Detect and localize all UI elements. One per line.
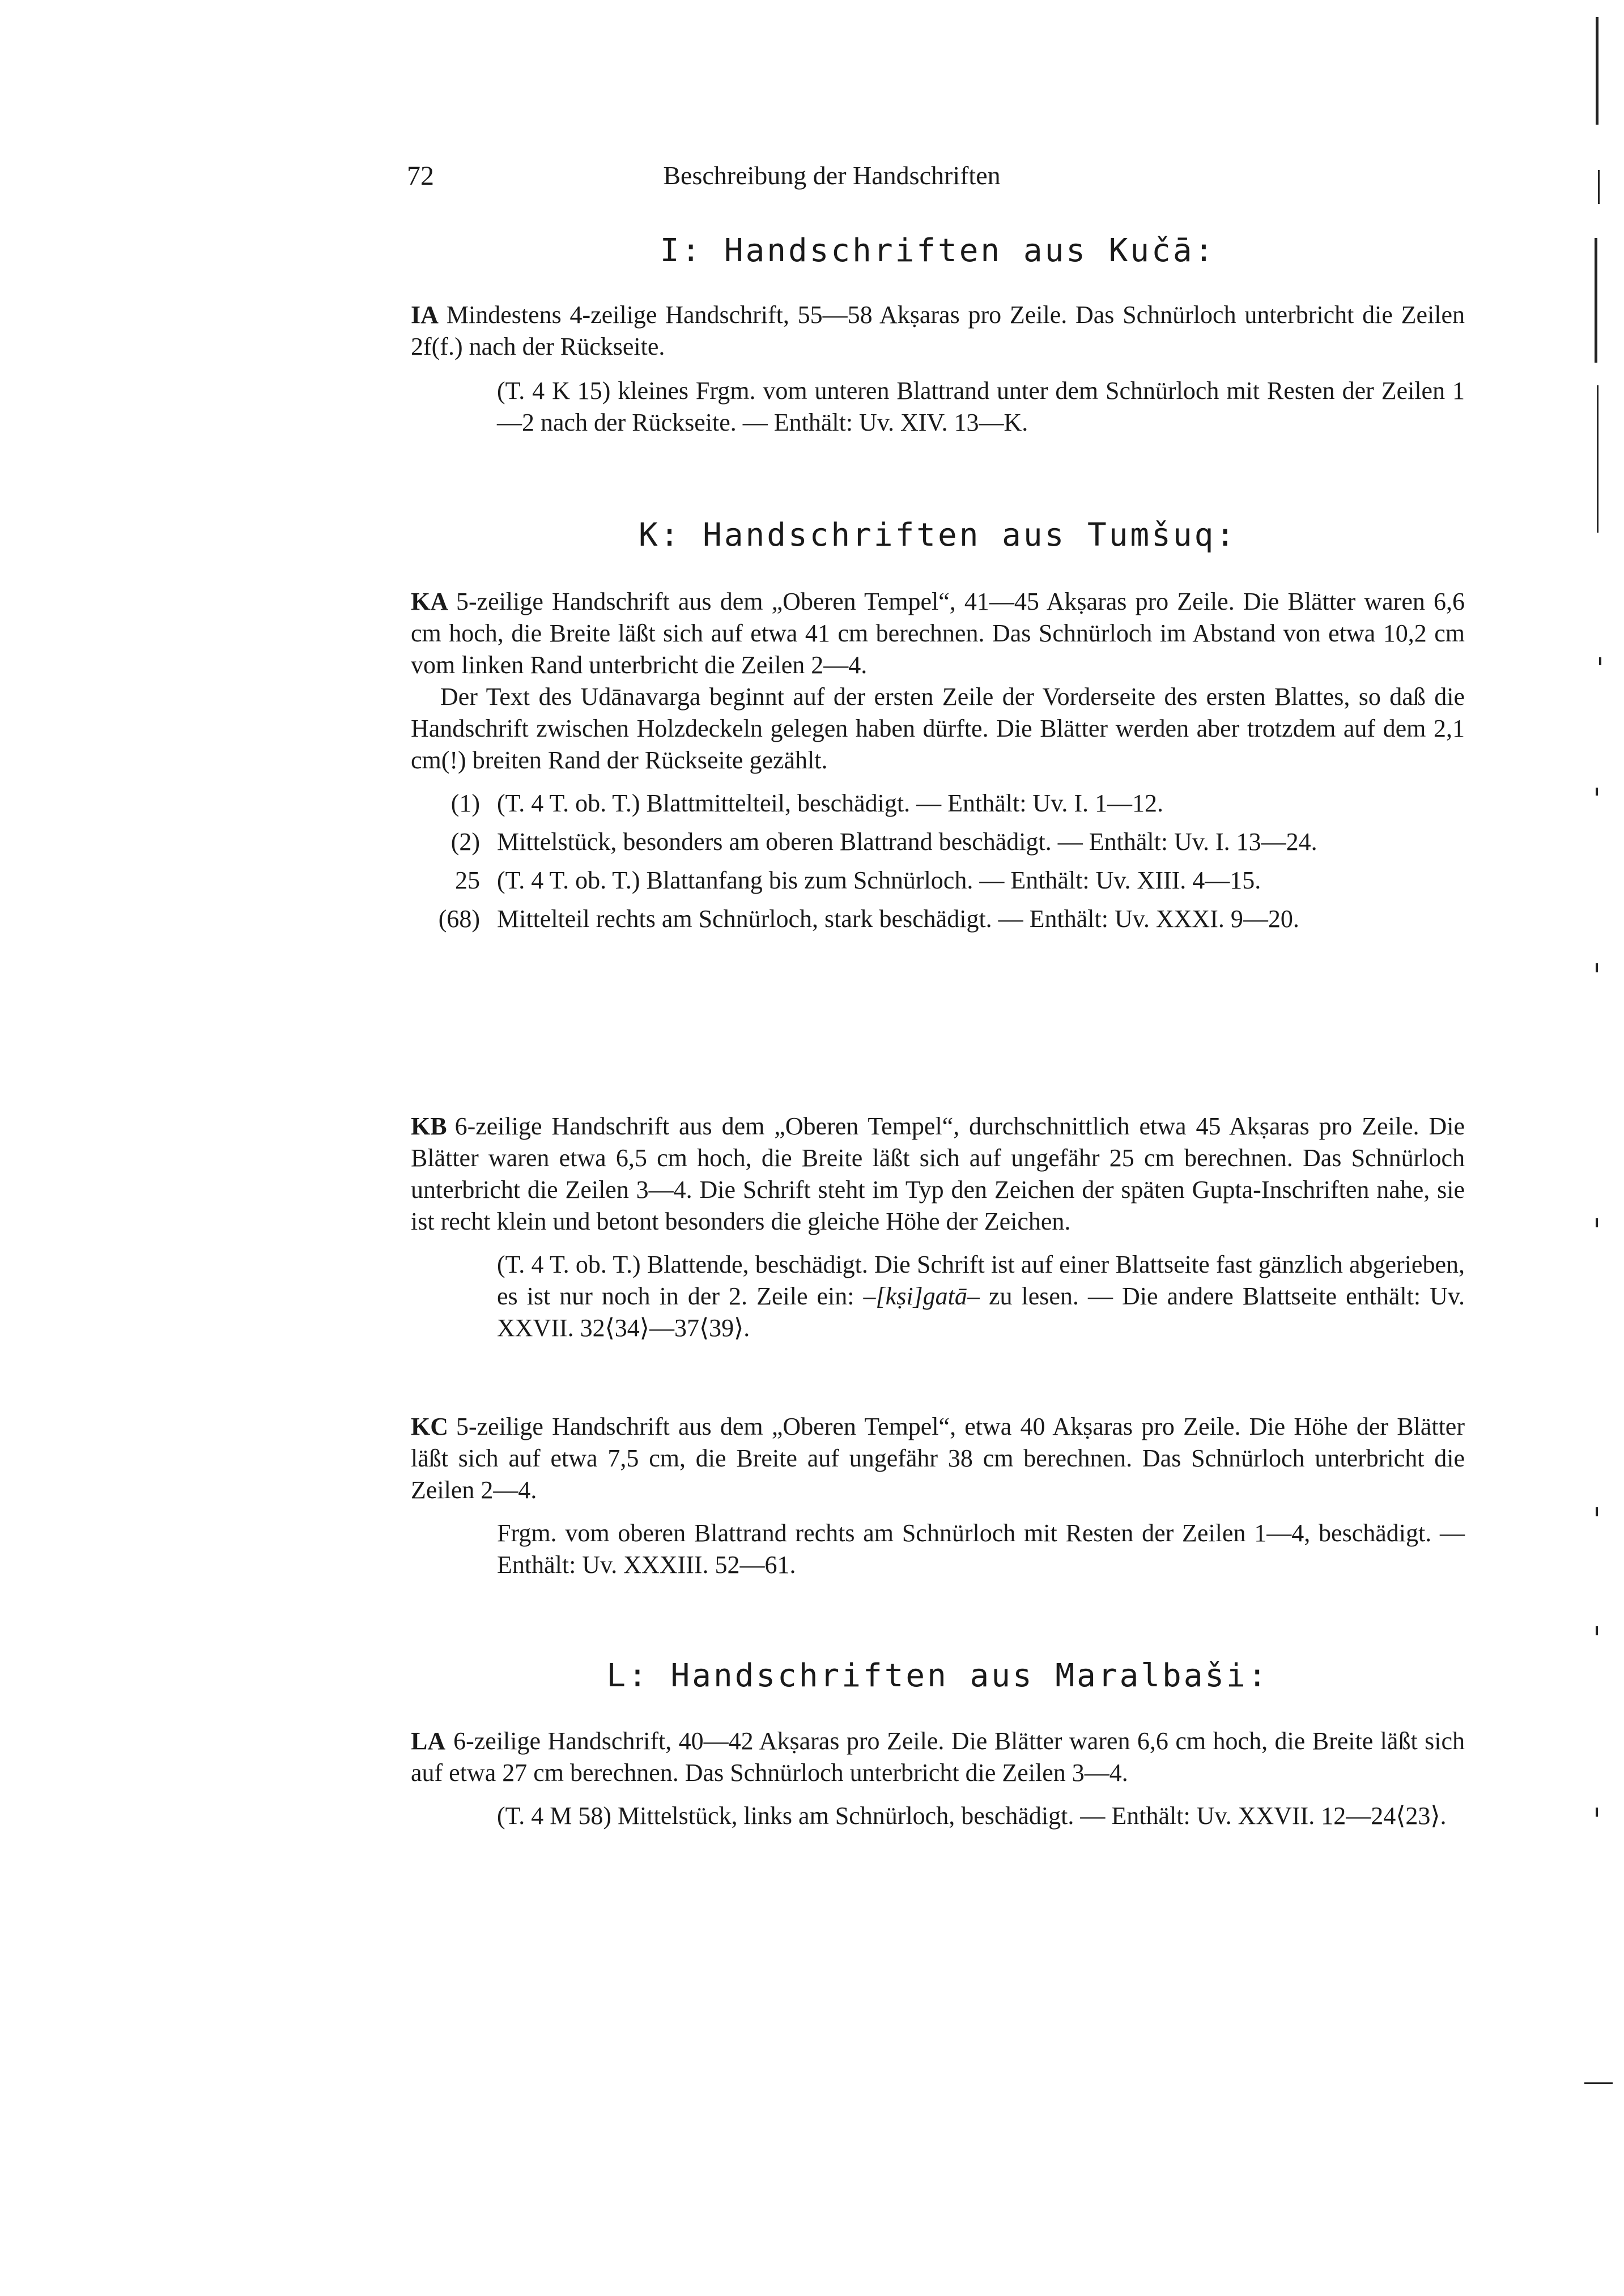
entry-kc <box>411 1411 1465 1581</box>
section-kuca <box>411 232 1465 269</box>
scan-margin-marks <box>1579 0 1624 2296</box>
page-header <box>0 160 1624 200</box>
section-tumsuq <box>411 517 1465 554</box>
section-maralbasi <box>411 1657 1465 1694</box>
fragment-item: (68) Mittelteil rechts am Schnürloch, stark beschädigt. — Enthält: Uv. XXXI. 9—20. <box>411 903 1465 935</box>
entry-kb <box>411 1111 1465 1344</box>
running-title: Beschreibung der Handschriften <box>663 161 1001 190</box>
entry-description: KB 6-zeilige Handschrift aus dem „Oberen Tempel“, durchschnittlich etwa 45 Akṣaras pro Zeile. Die Blätter waren etwa 6,5 cm hoch, die Breite läßt sich auf ungefähr 25 cm berechnen. Das Schnürloch unterbricht die Zeilen 3—4. Die Schrift steht im Typ den Zeichen der späten Gupta-Inschriften nahe, sie ist recht klein und betont besonders die gleiche Höhe der Zeichen. <box>411 1112 1465 1235</box>
fragment-number: 25 <box>455 866 480 894</box>
entry-description: KA 5-zeilige Handschrift aus dem „Oberen Tempel“, 41—45 Akṣaras pro Zeile. Die Blätter waren 6,6 cm hoch, die Breite läßt sich auf etwa 41 cm berechnen. Das Schnürloch im Abstand von etwa 10,2 cm vom linken Rand unterbricht die Zeilen 2—4. <box>411 588 1465 679</box>
section-heading: L: Handschriften aus Maralbaši: <box>606 1657 1269 1694</box>
fragment-item: (2) Mittelstück, besonders am oberen Blattrand beschädigt. — Enthält: Uv. I. 13—24. <box>411 826 1465 858</box>
fragment-number: (2) <box>450 828 480 856</box>
fragment-item: Frgm. vom oberen Blattrand rechts am Schnürloch mit Resten der Zeilen 1—4, beschädigt. — Enthält: Uv. XXXIII. 52—61. <box>497 1519 1465 1579</box>
entry-description-continued: Der Text des Udānavarga beginnt auf der ersten Zeile der Vorderseite des ersten Blattes, so daß die Handschrift zwischen Holzdeckeln gelegen haben dürfte. Die Blätter werden aber trotzdem auf dem 2,1 cm(!) breiten Rand der Rückseite gezählt. <box>411 683 1465 774</box>
fragment-item: (T. 4 M 58) Mittelstück, links am Schnürloch, beschädigt. — Enthält: Uv. XXVII. 12—24⟨23⟩. <box>497 1802 1447 1830</box>
siglum: KC <box>411 1413 448 1440</box>
siglum: KB <box>411 1112 447 1140</box>
fragment-number: (68) <box>438 905 480 933</box>
reading-italic: –[kṣi]gatā– <box>863 1282 980 1310</box>
siglum: IA <box>411 301 439 329</box>
entry-la <box>411 1725 1465 1832</box>
fragment-item: 25 (T. 4 T. ob. T.) Blattanfang bis zum Schnürloch. — Enthält: Uv. XIII. 4—15. <box>411 865 1465 896</box>
fragment-number: (1) <box>450 789 480 817</box>
page-number: 72 <box>407 161 434 191</box>
entry-description: IA Mindestens 4-zeilige Handschrift, 55—58 Akṣaras pro Zeile. Das Schnürloch unterbricht die Zeilen 2f(f.) nach der Rückseite. <box>411 301 1465 360</box>
section-heading: I: Handschriften aus Kučā: <box>660 232 1216 269</box>
fragment-item: (1) (T. 4 T. ob. T.) Blattmittelteil, beschädigt. — Enthält: Uv. I. 1—12. <box>411 788 1465 819</box>
fragment-item: (T. 4 K 15) kleines Frgm. vom unteren Blattrand unter dem Schnürloch mit Resten der Zeilen 1—2 nach der Rückseite. — Enthält: Uv. XIV. 13—K. <box>497 377 1465 436</box>
siglum: KA <box>411 588 448 615</box>
entry-ia <box>411 299 1465 439</box>
section-heading: K: Handschriften aus Tumšuq: <box>638 517 1237 554</box>
entry-description: KC 5-zeilige Handschrift aus dem „Oberen Tempel“, etwa 40 Akṣaras pro Zeile. Die Höhe der Blätter läßt sich auf etwa 7,5 cm, die Breite auf ungefähr 38 cm berechnen. Das Schnürloch unterbricht die Zeilen 2—4. <box>411 1413 1465 1504</box>
entry-description: LA 6-zeilige Handschrift, 40—42 Akṣaras pro Zeile. Die Blätter waren 6,6 cm hoch, die Breite läßt sich auf etwa 27 cm berechnen. Das Schnürloch unterbricht die Zeilen 3—4. <box>411 1727 1465 1787</box>
fragment-item: (T. 4 T. ob. T.) Blattende, beschädigt. Die Schrift ist auf einer Blattseite fast gänzlich abgerieben, es ist nur noch in der 2. Zeile ein: –[kṣi]gatā– zu lesen. — Die andere Blattseite enthält: Uv. XXVII. 32⟨34⟩—37⟨39⟩. <box>497 1251 1465 1342</box>
siglum: LA <box>411 1727 446 1755</box>
entry-ka <box>411 586 1465 935</box>
